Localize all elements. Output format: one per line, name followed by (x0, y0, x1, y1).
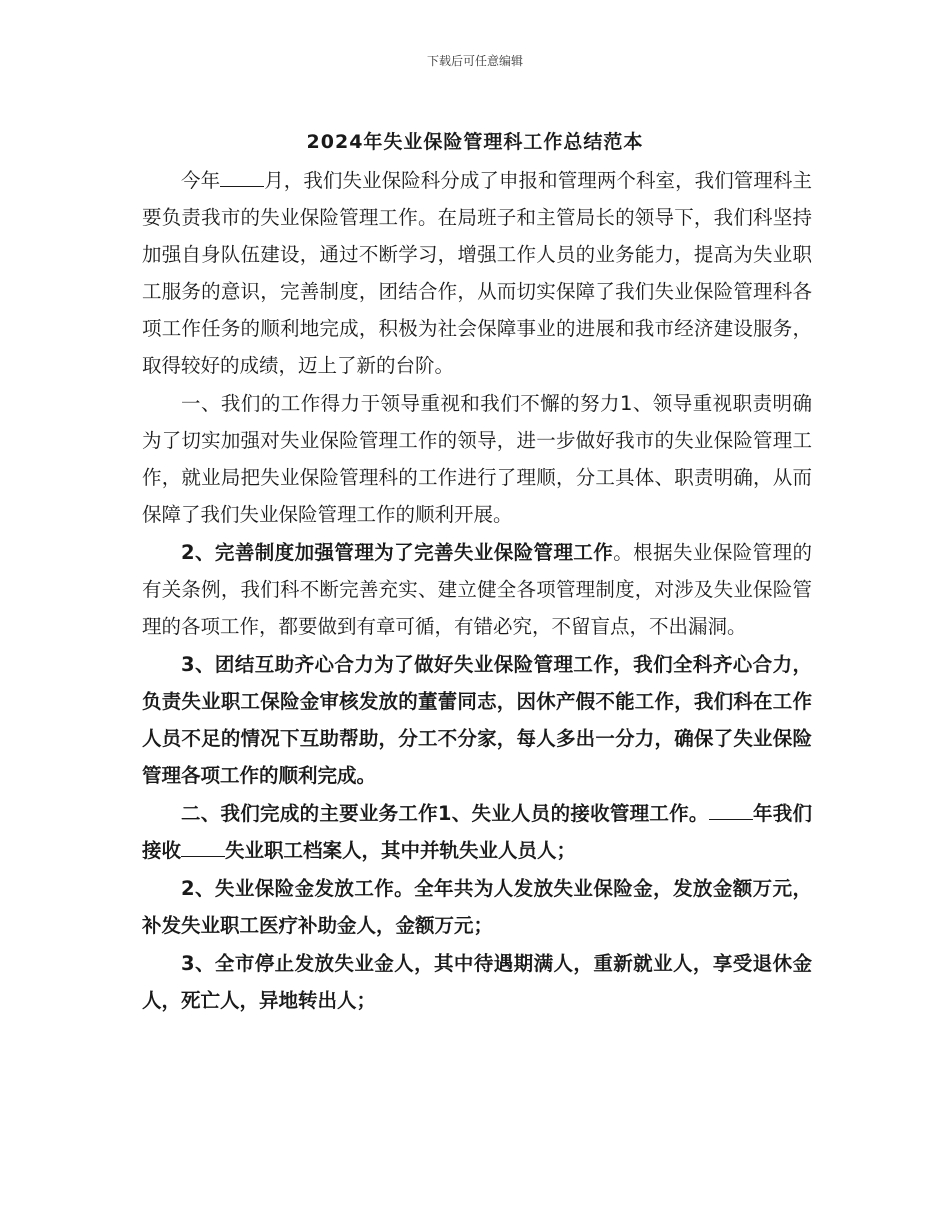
text-segment: 。根据失业保险管理的有关条例，我们科不断完善充实、建立健全各项管理制度，对涉及失业保险管理的各项工作，都要做到有章可循，有错必究，不留盲点，不出漏洞。 (142, 541, 812, 638)
paragraph-item-3 (142, 646, 812, 794)
text-segment: 一、我们的工作得力于领导重视和我们不懈的努力1、领导重视职责明确为了切实加强对失业保险管理工作的领导，进一步做好我市的失业保险管理工作，就业局把失业保险管理科的工作进行了理顺，分工具体、职责明确，从而保障了我们失业保险管理工作的顺利开展。 (142, 392, 812, 526)
text-segment: 失业职工档案人，其中并轨失业人员人； (225, 839, 577, 862)
paragraph-section-one (142, 385, 812, 533)
paragraph-item-2-benefits (142, 870, 812, 944)
fill-blank (220, 166, 264, 187)
paragraph-item-2 (142, 534, 812, 645)
text-segment: 月，我们失业保险科分成了申报和管理两个科室，我们管理科主要负责我市的失业保险管理工作。在局班子和主管局长的领导下，我们科坚持加强自身队伍建设，通过不断学习，增强工作人员的业务能力，提高为失业职工服务的意识，完善制度，团结合作，从而切实保障了我们失业保险管理科各项工作任务的顺利地完成，积极为社会保障事业的进展和我市经济建设服务，取得较好的成绩，迈上了新的台阶。 (142, 169, 812, 377)
paragraph-intro (142, 162, 812, 384)
text-segment: 年我们接收 (142, 802, 812, 862)
paragraph-section-two (142, 795, 812, 869)
paragraph-item-3-stop (142, 945, 812, 1019)
fill-blank (709, 799, 753, 820)
fill-blank (181, 836, 225, 857)
page-header-note: 下载后可任意编辑 (426, 54, 523, 68)
bold-heading-text: 2、完善制度加强管理为了完善失业保险管理工作 (181, 541, 614, 564)
text-segment: 3、全市停止发放失业金人，其中待遇期满人，重新就业人，享受退休金人，死亡人，异地转出人； (142, 952, 812, 1012)
document-title: 2024年失业保险管理科工作总结范本 (306, 131, 644, 153)
text-segment: 2、失业保险金发放工作。全年共为人发放失业保险金，发放金额万元，补发失业职工医疗补助金人，金额万元； (142, 877, 812, 937)
text-segment: 3、团结互助齐心合力为了做好失业保险管理工作，我们全科齐心合力，负责失业职工保险金审核发放的董蕾同志，因休产假不能工作，我们科在工作人员不足的情况下互助帮助，分工不分家，每人多出一分力，确保了失业保险管理各项工作的顺利完成。 (142, 653, 812, 787)
text-segment: 今年 (181, 169, 221, 192)
document-body (142, 162, 812, 1019)
text-segment: 二、我们完成的主要业务工作1、失业人员的接收管理工作。 (181, 802, 709, 825)
